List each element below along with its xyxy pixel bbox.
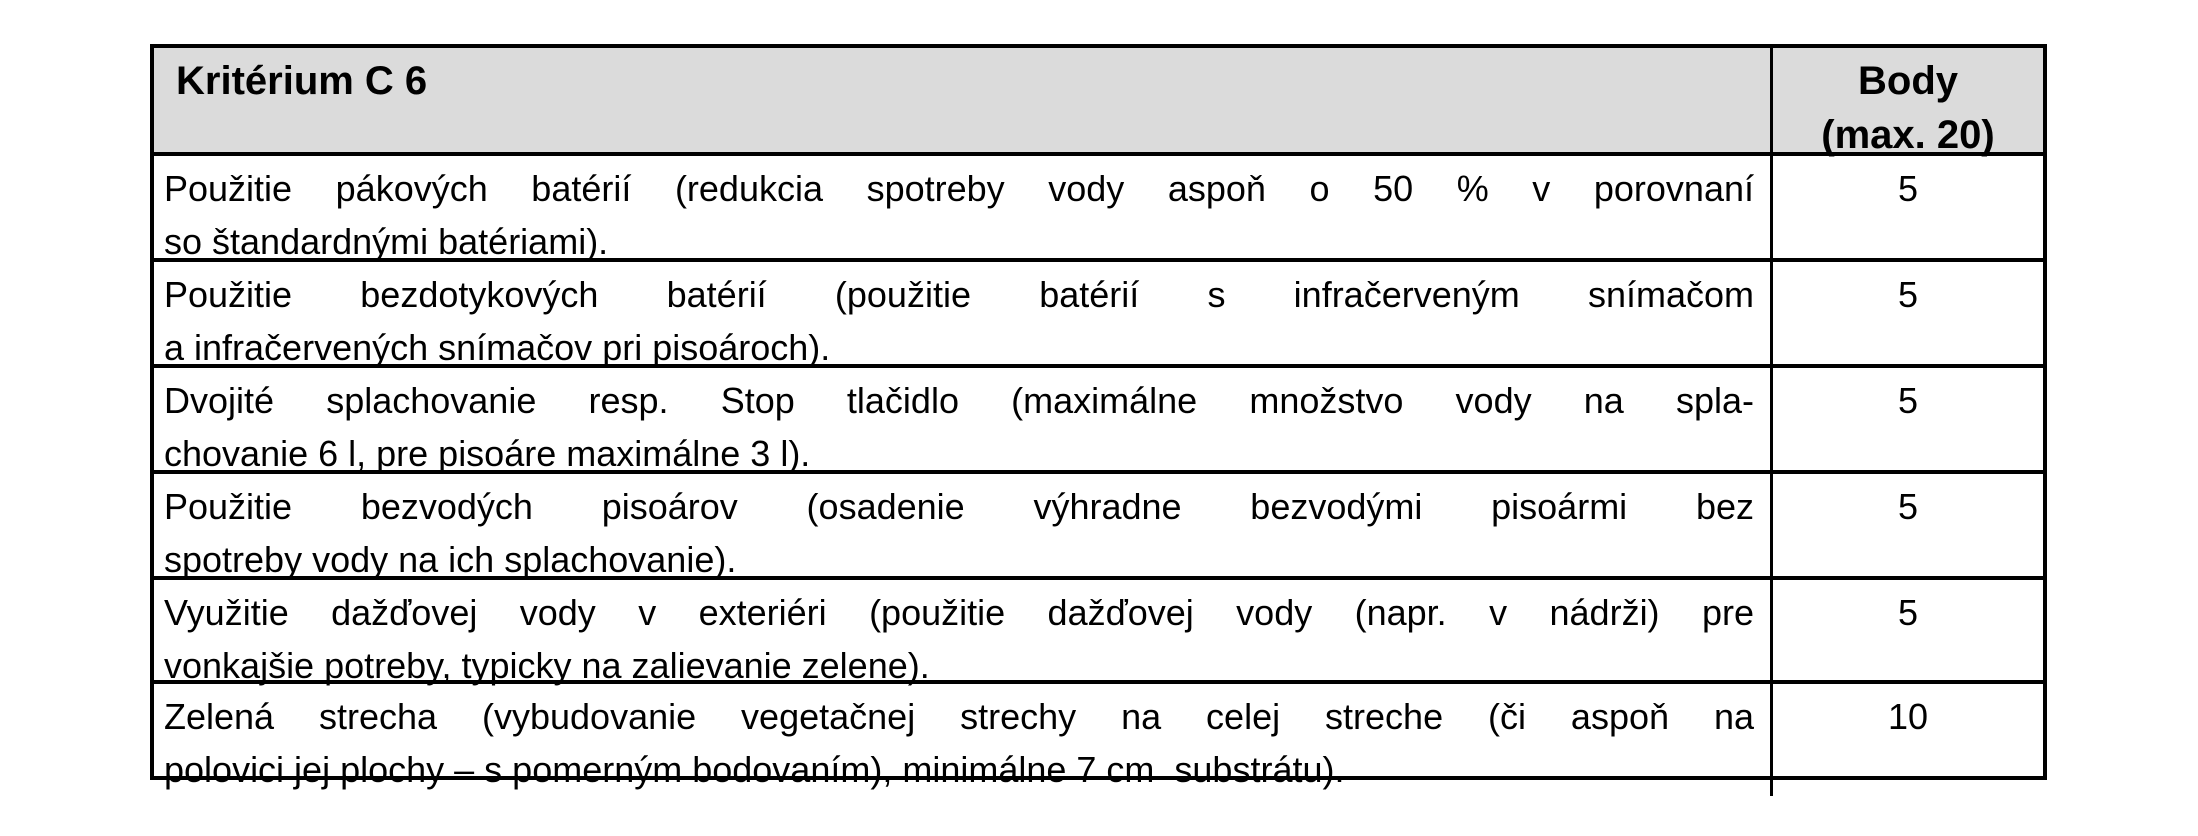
criterion-cell (154, 368, 1770, 480)
criterion-line-2: polovici jej plochy – s pomerným bodovaním), minimálne 7 cm substrátu). (164, 749, 1345, 790)
criterion-line-1: Použitie bezvodých pisoárov (osadenie výhradne bezvodými pisoármi bez (164, 486, 1754, 527)
points-cell: 5 (1770, 156, 2043, 268)
points-cell: 10 (1770, 684, 2043, 796)
criterion-line-2: vonkajšie potreby, typicky na zalievanie zelene). (164, 645, 930, 686)
criterion-cell (154, 262, 1770, 374)
criterion-line-1: Využitie dažďovej vody v exteriéri (použitie dažďovej vody (napr. v nádrži) pre (164, 592, 1754, 633)
criteria-table (150, 44, 2047, 790)
criterion-line-2: a infračervených snímačov pri pisoároch). (164, 327, 831, 368)
points-cell: 5 (1770, 262, 2043, 374)
criterion-cell (154, 580, 1770, 692)
criterion-line-1: Použitie pákových batérií (redukcia spotreby vody aspoň o 50 % v porovnaní (164, 168, 1754, 209)
table-row (154, 474, 2043, 580)
points-header-line2: (max. 20) (1821, 113, 1995, 157)
table-row (154, 368, 2043, 474)
criterion-line-2: so štandardnými batériami). (164, 221, 609, 262)
criterion-cell (154, 684, 1770, 796)
points-header-line1: Body (1858, 59, 1958, 103)
criterion-header-cell (154, 48, 1770, 162)
table-row (154, 580, 2043, 684)
table-row (154, 684, 2043, 790)
table-header-row (154, 48, 2043, 156)
points-header-cell (1770, 48, 2043, 162)
criterion-header-label: Kritérium C 6 (176, 59, 428, 103)
criterion-line-1: Použitie bezdotykových batérií (použitie batérií s infračerveným snímačom (164, 274, 1754, 315)
points-cell: 5 (1770, 368, 2043, 480)
points-cell: 5 (1770, 580, 2043, 692)
criterion-line-1: Zelená strecha (vybudovanie vegetačnej strechy na celej streche (či aspoň na (164, 696, 1754, 737)
table-row (154, 262, 2043, 368)
table-row (154, 156, 2043, 262)
criterion-line-2: chovanie 6 l, pre pisoáre maximálne 3 l). (164, 433, 811, 474)
criterion-line-1: Dvojité splachovanie resp. Stop tlačidlo (maximálne množstvo vody na spla- (164, 380, 1754, 421)
points-cell: 5 (1770, 474, 2043, 586)
criterion-cell (154, 156, 1770, 268)
criterion-line-2: spotreby vody na ich splachovanie). (164, 539, 737, 580)
criterion-cell (154, 474, 1770, 586)
